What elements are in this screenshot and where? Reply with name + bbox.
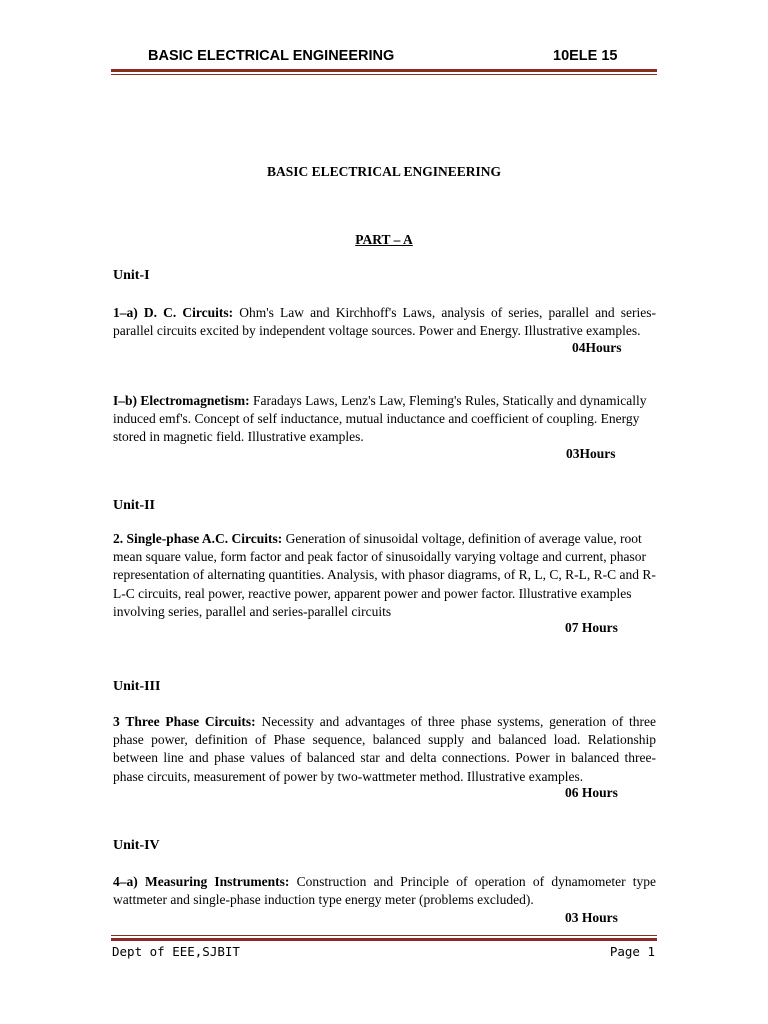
topic-title: 3 Three Phase Circuits: [113,714,256,729]
topic-text: Faradays Laws, Lenz's Law, Fleming's Rules, Statically and dynamically induced emf's. Concept of self inductance, mutual inductance and coefficient of coupling. Energy stored in magnetic field. Illustrative examples. [113,393,647,445]
header-rule-thin [111,74,657,75]
unit-heading-1: Unit-I [113,268,150,283]
footer-page-number: Page 1 [609,944,655,959]
header-course-code: 10ELE 15 [553,48,618,64]
topic-title: 1–a) D. C. Circuits: [113,305,234,320]
topic-three-phase [113,713,656,786]
header-rule-thick [111,69,657,72]
footer-rule-thick [111,938,657,941]
unit-heading-2: Unit-II [113,498,156,513]
topic-dc-circuits [113,304,656,340]
topic-title: 2. Single-phase A.C. Circuits: [113,531,283,546]
topic-title: 4–a) Measuring Instruments: [113,874,290,889]
topic-text: Generation of sinusoidal voltage, definition of average value, root mean square value, form factor and peak factor of sinusoidally varying voltage and current, phasor representation of alternating quantities. Analysis, with phasor diagrams, of R, L, C, R-L, R-C and R-L-C circuits, real power, reactive power, apparent power and power factor. Illustrative examples involving series, parallel and series-parallel circuits [113,531,656,619]
unit-heading-3: Unit-III [113,679,161,694]
footer-department: Dept of EEE,SJBIT [112,944,240,959]
hours-measuring-instruments: 03 Hours [565,910,618,925]
topic-electromagnetism [113,392,656,447]
part-heading: PART – A [355,232,413,247]
hours-single-phase-ac: 07 Hours [565,620,618,635]
topic-title: I–b) Electromagnetism: [113,393,250,408]
hours-dc-circuits: 04Hours [572,340,622,355]
hours-three-phase: 06 Hours [565,785,618,800]
topic-text: Ohm's Law and Kirchhoff's Laws, analysis of series, parallel and series- parallel circuits excited by independent voltage sources. Power and Energy. Illustrative examples. [113,305,656,339]
footer-rule-thin [111,935,657,936]
hours-electromagnetism: 03Hours [566,446,616,461]
topic-single-phase-ac [113,530,656,621]
document-title: BASIC ELECTRICAL ENGINEERING [266,164,502,179]
topic-measuring-instruments [113,873,656,909]
unit-heading-4: Unit-IV [113,838,160,853]
topic-text: Construction and Principle of operation of dynamometer type wattmeter and single-phase induction type energy meter (problems excluded). [113,874,657,908]
topic-text: Necessity and advantages of three phase systems, generation of three phase power, definition of Phase sequence, balanced supply and balanced load. Relationship between line and phase values of balanced star and delta connections. Power in balanced three-phase circuits, measurement of power by two-wattmeter method. Illustrative examples. [113,714,656,784]
header-title: BASIC ELECTRICAL ENGINEERING [148,48,395,64]
